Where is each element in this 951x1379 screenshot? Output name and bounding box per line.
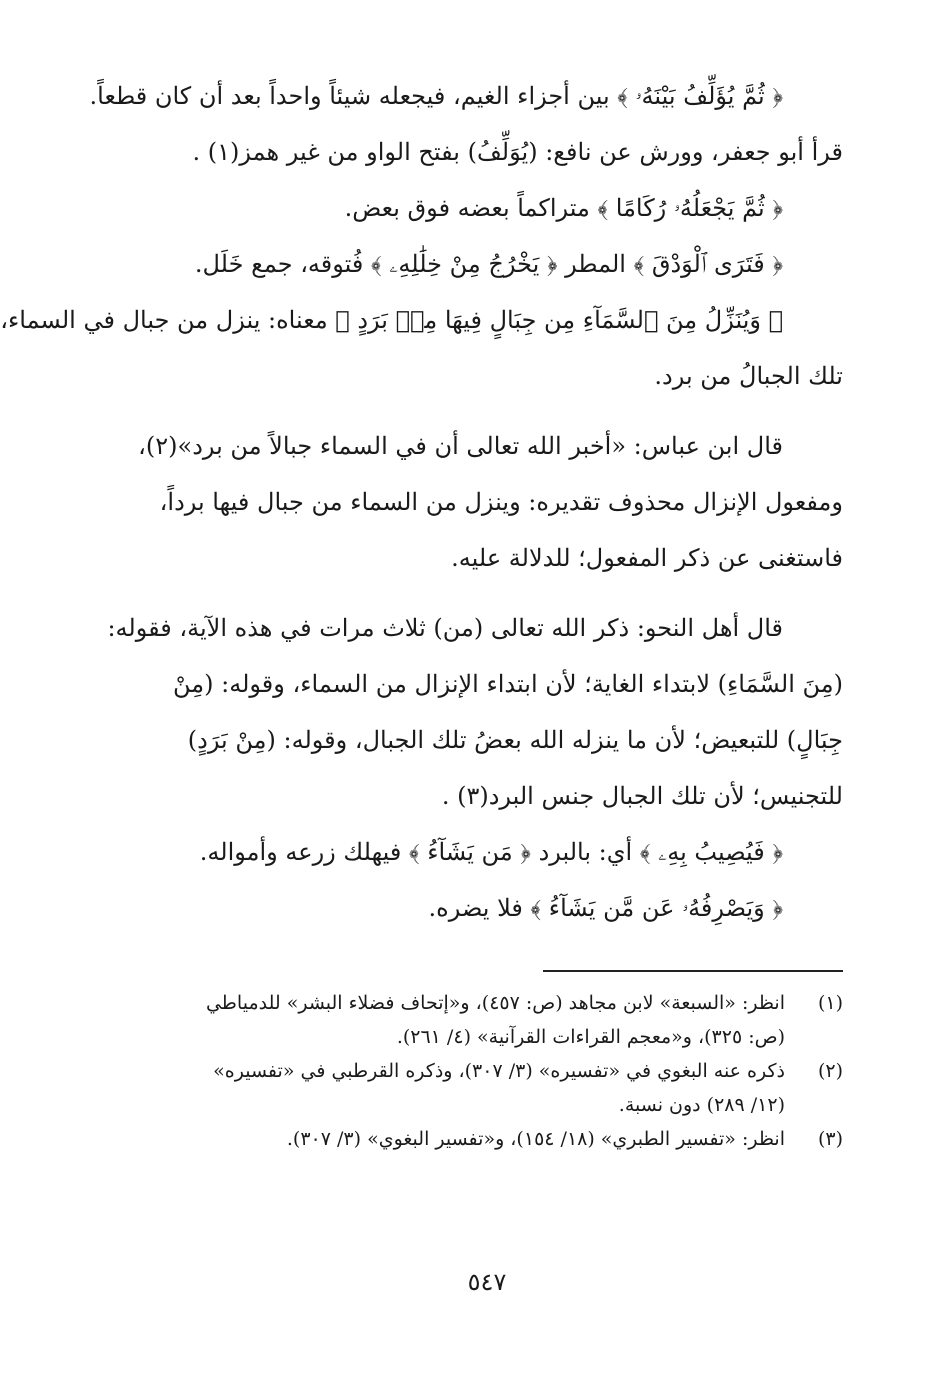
text-line-2: قرأ أبو جعفر، وورش عن نافع: (يُوَلِّفُ) بفتح الواو من غير همز(١) . (192, 138, 843, 166)
text-line-6: تلك الجبالُ من برد. (654, 362, 843, 390)
page-number: ٥٤٧ (467, 1268, 507, 1296)
footnote-text-continued: (١٢/ ٢٨٩) دون نسبة. (618, 1094, 785, 1116)
footnote-1 (111, 986, 843, 1020)
footnote-divider (543, 970, 843, 972)
text-line-3: ﴿ ثُمَّ يَجْعَلُهُۥ رُكَامًا ﴾ متراكماً بعضه فوق بعض. (344, 194, 783, 222)
footnote-number: (١) (817, 992, 843, 1014)
footnote-text: ذكره عنه البغوي في «تفسيره» (٣/ ٣٠٧)، وذكره القرطبي في «تفسيره» (213, 1060, 785, 1082)
footnote-number: (٢) (817, 1060, 843, 1082)
text-line-4: ﴿ فَتَرَى ٱلْوَدْقَ ﴾ المطر ﴿ يَخْرُجُ مِنْ خِلَٰلِهِۦ ﴾ فُتوقه، جمع خَلَل. (194, 250, 783, 278)
text-line-14: ﴿ فَيُصِيبُ بِهِۦ ﴾ أي: بالبرد ﴿ مَن يَشَآءُ ﴾ فيهلك زرعه وأمواله. (199, 838, 783, 866)
text-line-1: ﴿ ثُمَّ يُؤَلِّفُ بَيْنَهُۥ ﴾ بين أجزاء الغيم، فيجعله شيئاً واحداً بعد أن كان قطعاً. (89, 82, 783, 110)
text-line-7: قال ابن عباس: «أخبر الله تعالى أن في السماء جبالاً من برد»(٢)، (138, 432, 783, 460)
footnote-text: انظر: «السبعة» لابن مجاهد (ص: ٤٥٧)، و«إتحاف فضلاء البشر» للدمياطي (205, 992, 785, 1014)
text-line-9: فاستغنى عن ذكر المفعول؛ للدلالة عليه. (451, 544, 843, 572)
book-page (0, 68, 843, 1318)
text-line-10: قال أهل النحو: ذكر الله تعالى (من) ثلاث مرات في هذه الآية، فقوله: (107, 614, 783, 642)
footnote-text-continued: (ص: ٣٢٥)، و«معجم القراءات القرآنية» (٤/ ٢٦١). (396, 1026, 785, 1048)
footnotes (111, 986, 843, 1156)
footnote-2 (111, 1054, 843, 1088)
footnote-text: انظر: «تفسير الطبري» (١٨/ ١٥٤)، و«تفسير البغوي» (٣/ ٣٠٧). (286, 1128, 785, 1150)
text-line-15: ﴿ وَيَصْرِفُهُۥ عَن مَّن يَشَآءُ ﴾ فلا يضره. (428, 894, 783, 922)
text-line-13: للتجنيس؛ لأن تلك الجبال جنس البرد(٣) . (441, 782, 843, 810)
footnote-number: (٣) (817, 1128, 843, 1150)
main-text (0, 68, 843, 936)
footnote-3 (111, 1122, 843, 1156)
text-line-8: ومفعول الإنزال محذوف تقديره: وينزل من السماء من جبال فيها برداً، (159, 488, 843, 516)
text-line-12: جِبَالٍ) للتبعيض؛ لأن ما ينزله الله بعضُ تلك الجبال، وقوله: (مِنْ بَرَدٍ) (187, 726, 843, 754)
text-line-5: ﴿ وَيُنَزِّلُ مِنَ ٱلسَّمَآءِ مِن جِبَالٍ فِيهَا مِنۢ بَرَدٍ ﴾ معناه: ينزل من جبال في السماء، (0, 306, 783, 334)
text-line-11: (مِنَ السَّمَاءِ) لابتداء الغاية؛ لأن ابتداء الإنزال من السماء، وقوله: (مِنْ (173, 670, 843, 698)
